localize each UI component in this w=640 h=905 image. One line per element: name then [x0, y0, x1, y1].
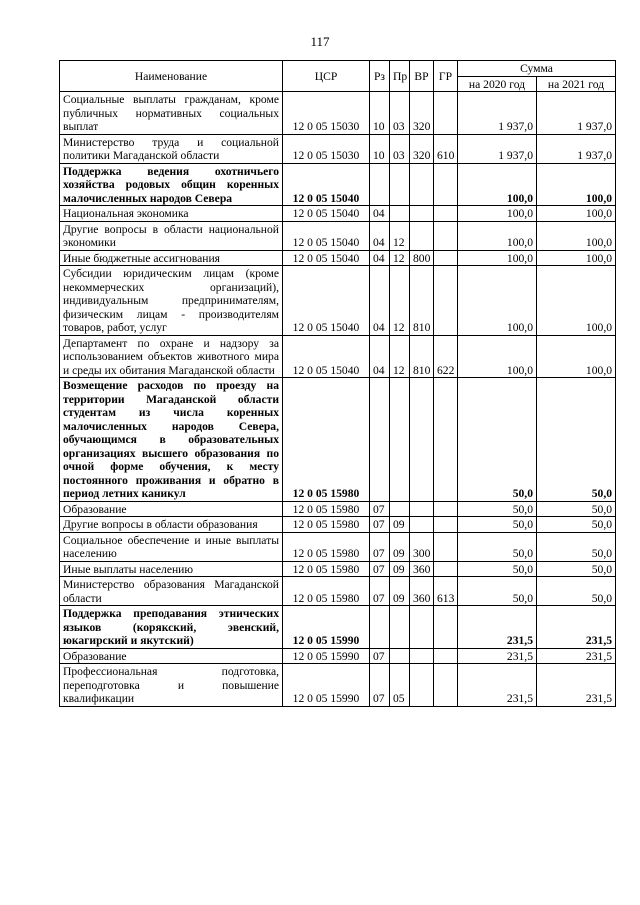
- row-gr: [434, 206, 458, 222]
- row-name: Социальные выплаты гражданам, кроме публичных нормативных социальных выплат: [60, 92, 283, 135]
- table-row: [60, 561, 616, 577]
- row-csr: 12 0 05 15040: [283, 206, 370, 222]
- row-csr: 12 0 05 15040: [283, 335, 370, 378]
- row-gr: [434, 532, 458, 561]
- row-rz: 07: [370, 532, 390, 561]
- table-row: [60, 532, 616, 561]
- row-amount-2020: 231,5: [458, 606, 537, 649]
- row-csr: 12 0 05 15980: [283, 378, 370, 502]
- row-amount-2021: 50,0: [537, 501, 616, 517]
- table-row: [60, 250, 616, 266]
- row-amount-2021: 100,0: [537, 335, 616, 378]
- row-gr: 613: [434, 577, 458, 606]
- row-vr: 360: [410, 577, 434, 606]
- row-amount-2020: 50,0: [458, 561, 537, 577]
- row-amount-2020: 100,0: [458, 250, 537, 266]
- row-csr: 12 0 05 15030: [283, 92, 370, 135]
- row-rz: 04: [370, 266, 390, 336]
- row-pr: [390, 378, 410, 502]
- row-vr: [410, 606, 434, 649]
- row-vr: [410, 221, 434, 250]
- row-pr: 09: [390, 517, 410, 533]
- table-row: [60, 221, 616, 250]
- table-row: [60, 664, 616, 707]
- row-name: Министерство труда и социальной политики Магаданской области: [60, 134, 283, 163]
- row-pr: 12: [390, 250, 410, 266]
- row-vr: [410, 206, 434, 222]
- row-rz: 10: [370, 92, 390, 135]
- row-rz: 07: [370, 577, 390, 606]
- row-pr: [390, 606, 410, 649]
- row-name: Поддержка преподавания этнических языков (корякский, эвенский, юкагирский и якутский): [60, 606, 283, 649]
- budget-table: [59, 60, 616, 707]
- table-row: [60, 577, 616, 606]
- row-rz: 07: [370, 664, 390, 707]
- row-csr: 12 0 05 15980: [283, 517, 370, 533]
- row-rz: 10: [370, 134, 390, 163]
- row-pr: [390, 648, 410, 664]
- row-pr: 12: [390, 221, 410, 250]
- row-vr: 810: [410, 335, 434, 378]
- row-gr: [434, 561, 458, 577]
- row-csr: 12 0 05 15040: [283, 221, 370, 250]
- row-rz: 04: [370, 335, 390, 378]
- row-rz: 04: [370, 206, 390, 222]
- page-number: 117: [310, 34, 330, 49]
- row-amount-2020: 100,0: [458, 266, 537, 336]
- row-vr: 360: [410, 561, 434, 577]
- row-pr: 12: [390, 266, 410, 336]
- row-name: Министерство образования Магаданской области: [60, 577, 283, 606]
- table-row: [60, 134, 616, 163]
- row-amount-2021: 100,0: [537, 266, 616, 336]
- row-rz: 07: [370, 501, 390, 517]
- table-row: [60, 606, 616, 649]
- row-csr: 12 0 05 15040: [283, 266, 370, 336]
- row-csr: 12 0 05 15990: [283, 648, 370, 664]
- row-gr: [434, 92, 458, 135]
- row-gr: [434, 250, 458, 266]
- row-amount-2021: 50,0: [537, 561, 616, 577]
- row-csr: 12 0 05 15980: [283, 532, 370, 561]
- table-row: [60, 92, 616, 135]
- row-vr: [410, 517, 434, 533]
- row-amount-2021: 50,0: [537, 532, 616, 561]
- row-gr: 610: [434, 134, 458, 163]
- table-row: [60, 266, 616, 336]
- row-csr: 12 0 05 15980: [283, 501, 370, 517]
- row-vr: 320: [410, 134, 434, 163]
- row-gr: [434, 517, 458, 533]
- row-vr: [410, 664, 434, 707]
- row-rz: 04: [370, 221, 390, 250]
- row-csr: 12 0 05 15990: [283, 606, 370, 649]
- row-vr: [410, 501, 434, 517]
- header-sum: Сумма: [458, 61, 616, 77]
- row-gr: 622: [434, 335, 458, 378]
- row-vr: [410, 378, 434, 502]
- row-name: Социальное обеспечение и иные выплаты населению: [60, 532, 283, 561]
- row-name: Образование: [60, 648, 283, 664]
- row-amount-2020: 231,5: [458, 664, 537, 707]
- row-name: Субсидии юридическим лицам (кроме некоммерческих организаций), индивидуальным предпринимателям, физическим лицам - производителям товаров, работ, услуг: [60, 266, 283, 336]
- row-csr: 12 0 05 15990: [283, 664, 370, 707]
- row-rz: [370, 163, 390, 206]
- row-csr: 12 0 05 15040: [283, 250, 370, 266]
- row-csr: 12 0 05 15980: [283, 561, 370, 577]
- row-amount-2021: 50,0: [537, 577, 616, 606]
- row-gr: [434, 266, 458, 336]
- row-pr: 09: [390, 561, 410, 577]
- row-amount-2020: 50,0: [458, 517, 537, 533]
- row-name: Возмещение расходов по проезду на территории Магаданской области студентам из числа коренных малочисленных народов Севера, обучающимся в образовательных организациях высшего образования по очной форме обучения, к месту постоянного проживания и обратно в период летних каникул: [60, 378, 283, 502]
- row-amount-2021: 100,0: [537, 221, 616, 250]
- row-amount-2020: 231,5: [458, 648, 537, 664]
- row-rz: 04: [370, 250, 390, 266]
- row-gr: [434, 648, 458, 664]
- row-pr: 03: [390, 134, 410, 163]
- row-amount-2021: 100,0: [537, 206, 616, 222]
- row-pr: 05: [390, 664, 410, 707]
- row-vr: 800: [410, 250, 434, 266]
- row-amount-2021: 100,0: [537, 250, 616, 266]
- row-pr: [390, 206, 410, 222]
- row-gr: [434, 378, 458, 502]
- table-row: [60, 206, 616, 222]
- row-name: Иные бюджетные ассигнования: [60, 250, 283, 266]
- row-csr: 12 0 05 15030: [283, 134, 370, 163]
- row-name: Образование: [60, 501, 283, 517]
- row-amount-2021: 100,0: [537, 163, 616, 206]
- row-pr: 12: [390, 335, 410, 378]
- row-gr: [434, 221, 458, 250]
- row-name: Иные выплаты населению: [60, 561, 283, 577]
- row-gr: [434, 163, 458, 206]
- row-name: Профессиональная подготовка, переподготовка и повышение квалификации: [60, 664, 283, 707]
- row-amount-2021: 50,0: [537, 378, 616, 502]
- header-rz: Рз: [370, 61, 390, 92]
- row-csr: 12 0 05 15980: [283, 577, 370, 606]
- row-gr: [434, 664, 458, 707]
- row-amount-2021: 1 937,0: [537, 134, 616, 163]
- row-amount-2021: 50,0: [537, 517, 616, 533]
- table-row: [60, 163, 616, 206]
- header-name: Наименование: [60, 61, 283, 92]
- row-rz: [370, 606, 390, 649]
- table-row: [60, 501, 616, 517]
- row-amount-2021: 231,5: [537, 606, 616, 649]
- row-pr: 09: [390, 577, 410, 606]
- row-amount-2021: 231,5: [537, 648, 616, 664]
- header-csr: ЦСР: [283, 61, 370, 92]
- table-row: [60, 648, 616, 664]
- row-rz: [370, 378, 390, 502]
- header-vr: ВР: [410, 61, 434, 92]
- row-vr: 810: [410, 266, 434, 336]
- row-rz: 07: [370, 648, 390, 664]
- table-row: [60, 378, 616, 502]
- header-pr: Пр: [390, 61, 410, 92]
- row-amount-2020: 100,0: [458, 221, 537, 250]
- table-body: [60, 92, 616, 707]
- row-gr: [434, 606, 458, 649]
- row-amount-2020: 50,0: [458, 378, 537, 502]
- row-amount-2021: 1 937,0: [537, 92, 616, 135]
- row-rz: 07: [370, 517, 390, 533]
- row-pr: [390, 163, 410, 206]
- row-name: Другие вопросы в области национальной экономики: [60, 221, 283, 250]
- row-rz: 07: [370, 561, 390, 577]
- row-name: Поддержка ведения охотничьего хозяйства родовых общин коренных малочисленных народов Севера: [60, 163, 283, 206]
- header-year-2020: на 2020 год: [458, 76, 537, 92]
- row-amount-2020: 50,0: [458, 577, 537, 606]
- row-vr: 320: [410, 92, 434, 135]
- header-gr: ГР: [434, 61, 458, 92]
- row-name: Национальная экономика: [60, 206, 283, 222]
- row-csr: 12 0 05 15040: [283, 163, 370, 206]
- row-gr: [434, 501, 458, 517]
- row-name: Другие вопросы в области образования: [60, 517, 283, 533]
- table-row: [60, 335, 616, 378]
- row-vr: [410, 648, 434, 664]
- row-name: Департамент по охране и надзору за использованием объектов животного мира и среды их обитания Магаданской области: [60, 335, 283, 378]
- row-amount-2020: 100,0: [458, 335, 537, 378]
- row-vr: 300: [410, 532, 434, 561]
- header-year-2021: на 2021 год: [537, 76, 616, 92]
- row-amount-2020: 1 937,0: [458, 134, 537, 163]
- row-amount-2020: 50,0: [458, 501, 537, 517]
- row-pr: [390, 501, 410, 517]
- table-row: [60, 517, 616, 533]
- row-pr: 03: [390, 92, 410, 135]
- row-amount-2020: 50,0: [458, 532, 537, 561]
- row-amount-2020: 100,0: [458, 206, 537, 222]
- row-amount-2021: 231,5: [537, 664, 616, 707]
- row-pr: 09: [390, 532, 410, 561]
- row-amount-2020: 1 937,0: [458, 92, 537, 135]
- row-amount-2020: 100,0: [458, 163, 537, 206]
- row-vr: [410, 163, 434, 206]
